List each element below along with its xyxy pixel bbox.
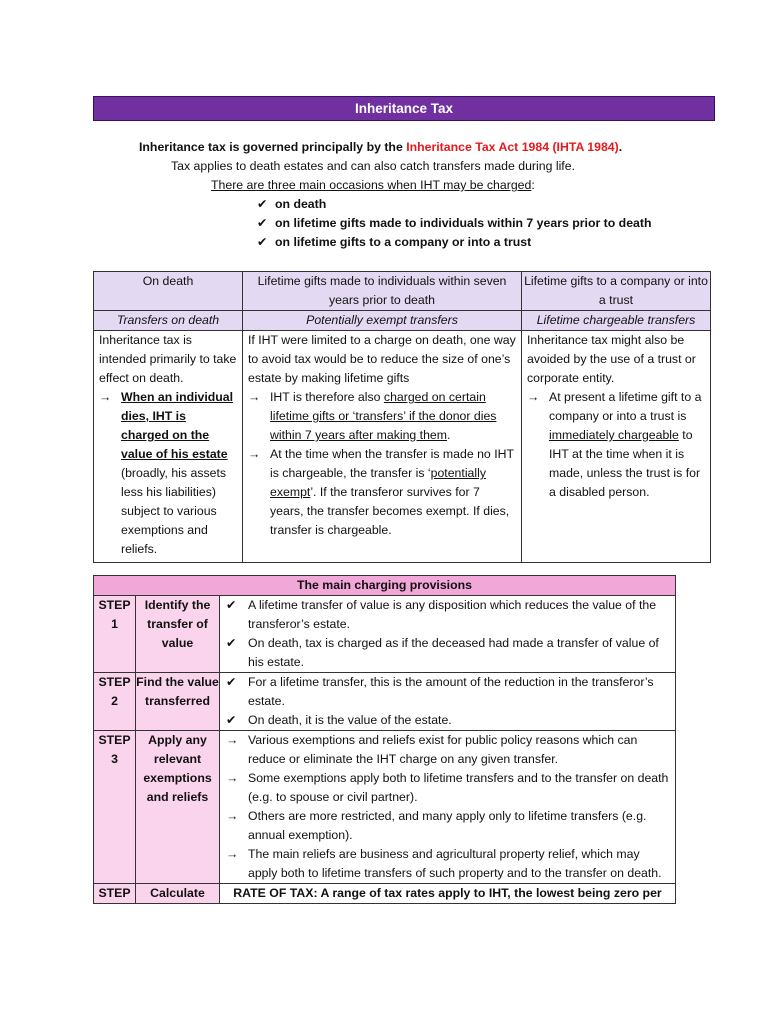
charging-provisions-table xyxy=(93,575,676,904)
step-item-text: A lifetime transfer of value is any disposition which reduces the value of the transferor’s estate. xyxy=(248,598,657,631)
cell-bullet xyxy=(248,445,516,540)
intro-line-3 xyxy=(93,176,713,195)
check-icon: ✔ xyxy=(226,636,237,650)
charging-header-row xyxy=(94,576,676,596)
occasions-lead-suffix: : xyxy=(531,178,535,192)
step-item-text: For a lifetime transfer, this is the amount of the reduction in the transferor’s estate. xyxy=(248,675,654,708)
check-icon: ✔ xyxy=(226,598,237,612)
occasion-item xyxy=(93,214,713,233)
step-row xyxy=(94,596,676,673)
check-icon: ✔ xyxy=(257,197,268,211)
step-row xyxy=(94,731,676,884)
step-number: STEP xyxy=(94,884,136,904)
step-label: Apply any relevant exemptions and reliefs xyxy=(136,731,220,884)
arrow-icon: → xyxy=(226,733,239,747)
intro-line-2: Tax applies to death estates and can also catch transfers made during life. xyxy=(171,159,575,173)
page-title: Inheritance Tax xyxy=(93,96,715,121)
step-content: RATE OF TAX: A range of tax rates apply to IHT, the lowest being zero per xyxy=(220,884,676,904)
step-content xyxy=(220,731,676,884)
step-item-text: The main reliefs are business and agricultural property relief, which may apply both to lifetime transfers of such property and to the transfer on death. xyxy=(248,847,662,880)
cell-bullet-emphasis: charged on certain lifetime gifts or ‘transfers’ if the donor dies within 7 years after making them xyxy=(270,390,497,442)
occasions-subheader-row xyxy=(94,311,711,331)
cell-bullet-pre: IHT is therefore also xyxy=(270,390,384,404)
arrow-icon: → xyxy=(226,809,239,823)
cell-bullet-pre: At the time when the transfer is made no IHT is chargeable, the transfer is ‘ xyxy=(270,447,514,480)
intro-line-1 xyxy=(93,138,713,157)
check-icon: ✔ xyxy=(226,713,237,727)
cell-bullet-text xyxy=(270,388,516,445)
cell-bullet-post: to IHT at the time when it is made, unless the trust is for a disabled person. xyxy=(549,428,701,499)
lct-cell xyxy=(522,331,711,563)
cell-paragraph: Inheritance tax might also be avoided by the use of a trust or corporate entity. xyxy=(527,333,696,385)
cell-bullet-text xyxy=(121,388,237,559)
column-heading: On death xyxy=(94,272,243,311)
step-row xyxy=(94,673,676,731)
occasion-item xyxy=(93,195,713,214)
check-icon: ✔ xyxy=(226,675,237,689)
step-item-text: On death, tax is charged as if the deceased had made a transfer of value of his estate. xyxy=(248,636,659,669)
step-item xyxy=(226,845,669,883)
cell-bullet-text xyxy=(549,388,705,502)
step-item xyxy=(226,596,669,634)
act-reference: Inheritance Tax Act 1984 (IHTA 1984) xyxy=(406,140,619,154)
step-item xyxy=(226,711,669,730)
arrow-icon: → xyxy=(99,390,112,404)
occasion-text: on lifetime gifts made to individuals within 7 years prior to death xyxy=(275,216,652,230)
step-content xyxy=(220,673,676,731)
step-item-text: Various exemptions and reliefs exist for public policy reasons which can reduce or eliminate the IHT charge on any given transfer. xyxy=(248,733,638,766)
occasions-body-row xyxy=(94,331,711,563)
step-item-text: Others are more restricted, and many apply only to lifetime transfers (e.g. annual exemption). xyxy=(248,809,647,842)
occasion-item xyxy=(93,233,713,252)
pet-cell xyxy=(243,331,522,563)
occasions-lead: There are three main occasions when IHT may be charged xyxy=(211,178,532,192)
step-item xyxy=(226,731,669,769)
arrow-icon: → xyxy=(248,447,261,461)
cell-bullet xyxy=(527,388,705,502)
step-number: STEP 2 xyxy=(94,673,136,731)
arrow-icon: → xyxy=(226,847,239,861)
column-heading: Lifetime gifts to a company or into a trust xyxy=(522,272,711,311)
column-subheading: Lifetime chargeable transfers xyxy=(522,311,711,331)
cell-bullet xyxy=(99,388,237,559)
on-death-cell xyxy=(94,331,243,563)
step-number: STEP 1 xyxy=(94,596,136,673)
cell-paragraph: Inheritance tax is intended primarily to take effect on death. xyxy=(99,333,237,385)
arrow-icon: → xyxy=(248,390,261,404)
step-row xyxy=(94,884,676,904)
step-item xyxy=(226,769,669,807)
arrow-icon: → xyxy=(527,390,540,404)
cell-bullet-rest: (broadly, his assets less his liabilities) subject to various exemptions and reliefs. xyxy=(121,466,227,556)
intro-line-1-text: Inheritance tax is governed principally by the xyxy=(139,140,407,154)
cell-bullet-emphasis: potentially exempt xyxy=(270,466,486,499)
occasions-table xyxy=(93,271,711,563)
step-label: Identify the transfer of value xyxy=(136,596,220,673)
step-content xyxy=(220,596,676,673)
cell-bullet xyxy=(248,388,516,445)
occasion-text: on lifetime gifts to a company or into a trust xyxy=(275,235,532,249)
step-label: Find the value transferred xyxy=(136,673,220,731)
step-item-text: On death, it is the value of the estate. xyxy=(248,713,452,727)
step-number: STEP 3 xyxy=(94,731,136,884)
step-item xyxy=(226,673,669,711)
step-item-text: Some exemptions apply both to lifetime transfers and to the transfer on death (e.g. to spouse or civil partner). xyxy=(248,771,669,804)
step-item xyxy=(226,807,669,845)
arrow-icon: → xyxy=(226,771,239,785)
check-icon: ✔ xyxy=(257,235,268,249)
cell-bullet-pre: At present a lifetime gift to a company or into a trust is xyxy=(549,390,702,423)
step-item xyxy=(226,634,669,672)
cell-bullet-emphasis: When an individual dies, IHT is charged on the value of his estate xyxy=(121,390,234,461)
check-icon: ✔ xyxy=(257,216,268,230)
charging-heading: The main charging provisions xyxy=(94,576,676,596)
intro-section xyxy=(93,138,713,252)
occasions-header-row xyxy=(94,272,711,311)
occasion-text: on death xyxy=(275,197,327,211)
cell-bullet-emphasis: immediately chargeable xyxy=(549,428,679,442)
cell-bullet-post: ’. If the transferor survives for 7 years, the transfer becomes exempt. If dies, transfer is chargeable. xyxy=(270,485,510,537)
column-subheading: Transfers on death xyxy=(94,311,243,331)
column-subheading: Potentially exempt transfers xyxy=(243,311,522,331)
cell-bullet-text xyxy=(270,445,516,540)
step-label: Calculate xyxy=(136,884,220,904)
cell-paragraph: If IHT were limited to a charge on death, one way to avoid tax would be to reduce the size of one’s estate by making lifetime gifts xyxy=(248,333,516,385)
column-heading: Lifetime gifts made to individuals within seven years prior to death xyxy=(243,272,522,311)
intro-line-1-suffix: . xyxy=(618,140,623,154)
cell-bullet-post: . xyxy=(447,428,451,442)
